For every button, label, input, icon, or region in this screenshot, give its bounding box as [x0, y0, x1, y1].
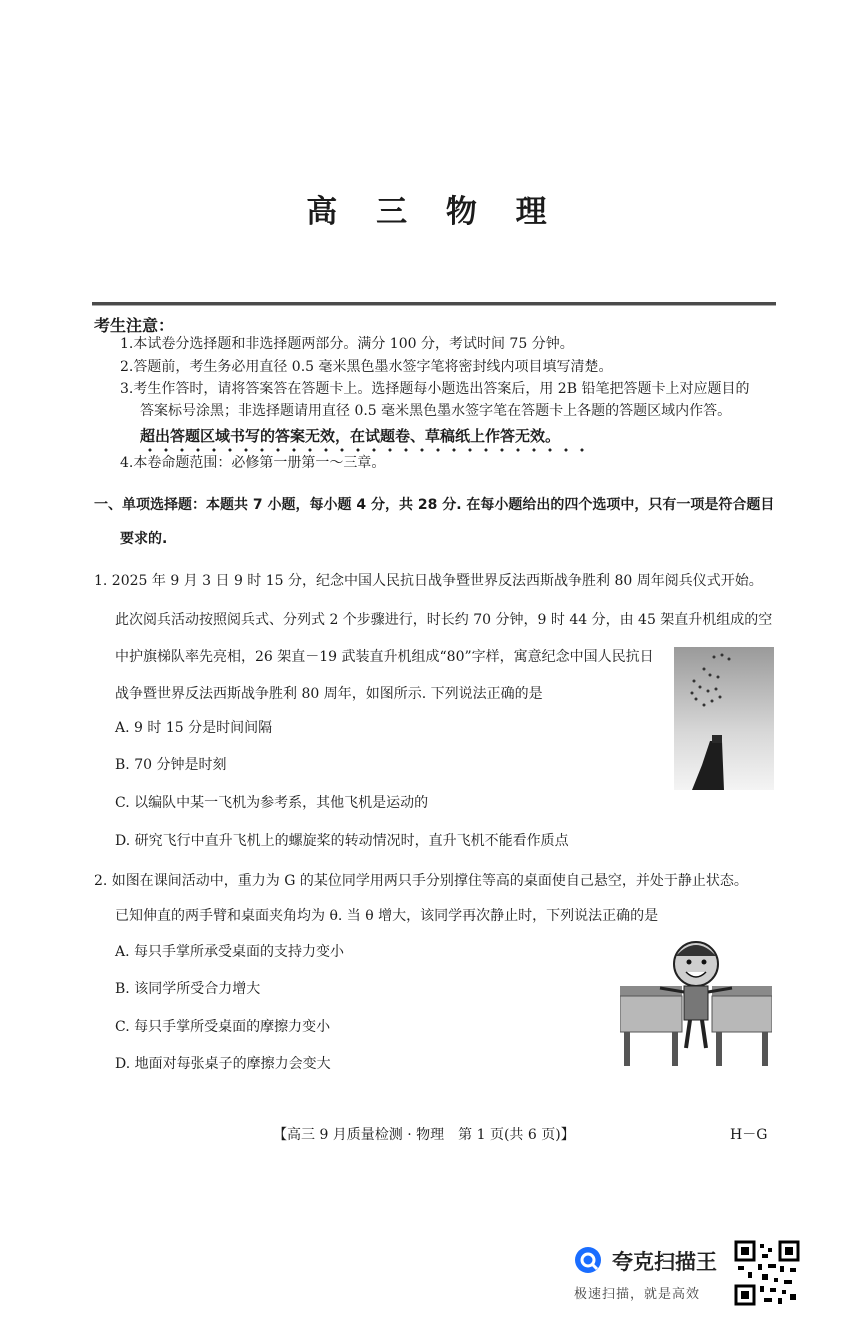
q2-option-b: B. 该同学所受合力增大 [115, 981, 261, 997]
notice-item-2: 2.答题前，考生务必用直径 0.5 毫米黑色墨水签字笔将密封线内项目填写清楚。 [120, 359, 613, 375]
q1-stem-line-3: 中护旗梯队率先亮相，26 架直－19 武装直升机组成“80”字样，寓意纪念中国人民抗日 [115, 649, 654, 665]
qr-code-icon [734, 1240, 800, 1306]
footer-page-info: 【高三 9 月质量检测 · 物理 第 1 页(共 6 页)】 [273, 1127, 575, 1143]
scanner-brand: 夸克扫描王 [612, 1250, 717, 1274]
student-desks-illustration [620, 940, 772, 1070]
section-heading-cont: 要求的. [120, 531, 168, 547]
notice-heading: 考生注意： [94, 316, 175, 335]
parade-photo [674, 647, 774, 790]
q2-option-a: A. 每只手掌所承受桌面的支持力变小 [115, 944, 345, 960]
q1-option-c: C. 以编队中某一飞机为参考系，其他飞机是运动的 [115, 795, 429, 811]
scanner-logo-icon [574, 1246, 602, 1274]
q1-stem-line-2: 此次阅兵活动按照阅兵式、分列式 2 个步骤进行，时长约 70 分钟，9 时 44 分，由 45 架直升机组成的空 [115, 612, 773, 628]
notice-emphasis: 超出答题区域书写的答案无效，在试题卷、草稿纸上作答无效。 [140, 427, 561, 445]
header-rule [92, 302, 776, 306]
q1-stem-line-4: 战争暨世界反法西斯战争胜利 80 周年，如图所示. 下列说法正确的是 [115, 686, 543, 702]
page-title: 高 三 物 理 [306, 194, 561, 230]
notice-item-3-cont: 答案标号涂黑；非选择题请用直径 0.5 毫米黑色墨水签字笔在答题卡上各题的答题区域内作答。 [140, 403, 732, 419]
q2-stem-line-2: 已知伸直的两手臂和桌面夹角均为 θ. 当 θ 增大，该同学再次静止时，下列说法正确的是 [115, 908, 659, 924]
q2-stem-line-1: 2. 如图在课间活动中，重力为 G 的某位同学用两只手分别撑住等高的桌面使自己悬空，并处于静止状态。 [94, 873, 748, 889]
scanner-slogan: 极速扫描，就是高效 [574, 1287, 701, 1302]
section-heading: 一、单项选择题：本题共 7 小题，每小题 4 分，共 28 分. 在每小题给出的四个选项中，只有一项是符合题目 [94, 497, 775, 513]
notice-item-1: 1.本试卷分选择题和非选择题两部分。满分 100 分，考试时间 75 分钟。 [120, 336, 574, 352]
q1-stem-line-1: 1. 2025 年 9 月 3 日 9 时 15 分，纪念中国人民抗日战争暨世界反法西斯战争胜利 80 周年阅兵仪式开始。 [94, 573, 763, 589]
footer-code: H－G [730, 1127, 768, 1143]
notice-item-4: 4.本卷命题范围：必修第一册第一～三章。 [120, 455, 386, 471]
q1-option-a: A. 9 时 15 分是时间间隔 [115, 720, 273, 736]
q1-option-b: B. 70 分钟是时刻 [115, 757, 227, 773]
q1-option-d: D. 研究飞行中直升飞机上的螺旋桨的转动情况时，直升飞机不能看作质点 [115, 833, 569, 849]
q2-option-c: C. 每只手掌所受桌面的摩擦力变小 [115, 1019, 331, 1035]
notice-item-3: 3.考生作答时，请将答案答在答题卡上。选择题每小题选出答案后，用 2B 铅笔把答题卡上对应题目的 [120, 381, 750, 397]
q2-option-d: D. 地面对每张桌子的摩擦力会变大 [115, 1056, 331, 1072]
